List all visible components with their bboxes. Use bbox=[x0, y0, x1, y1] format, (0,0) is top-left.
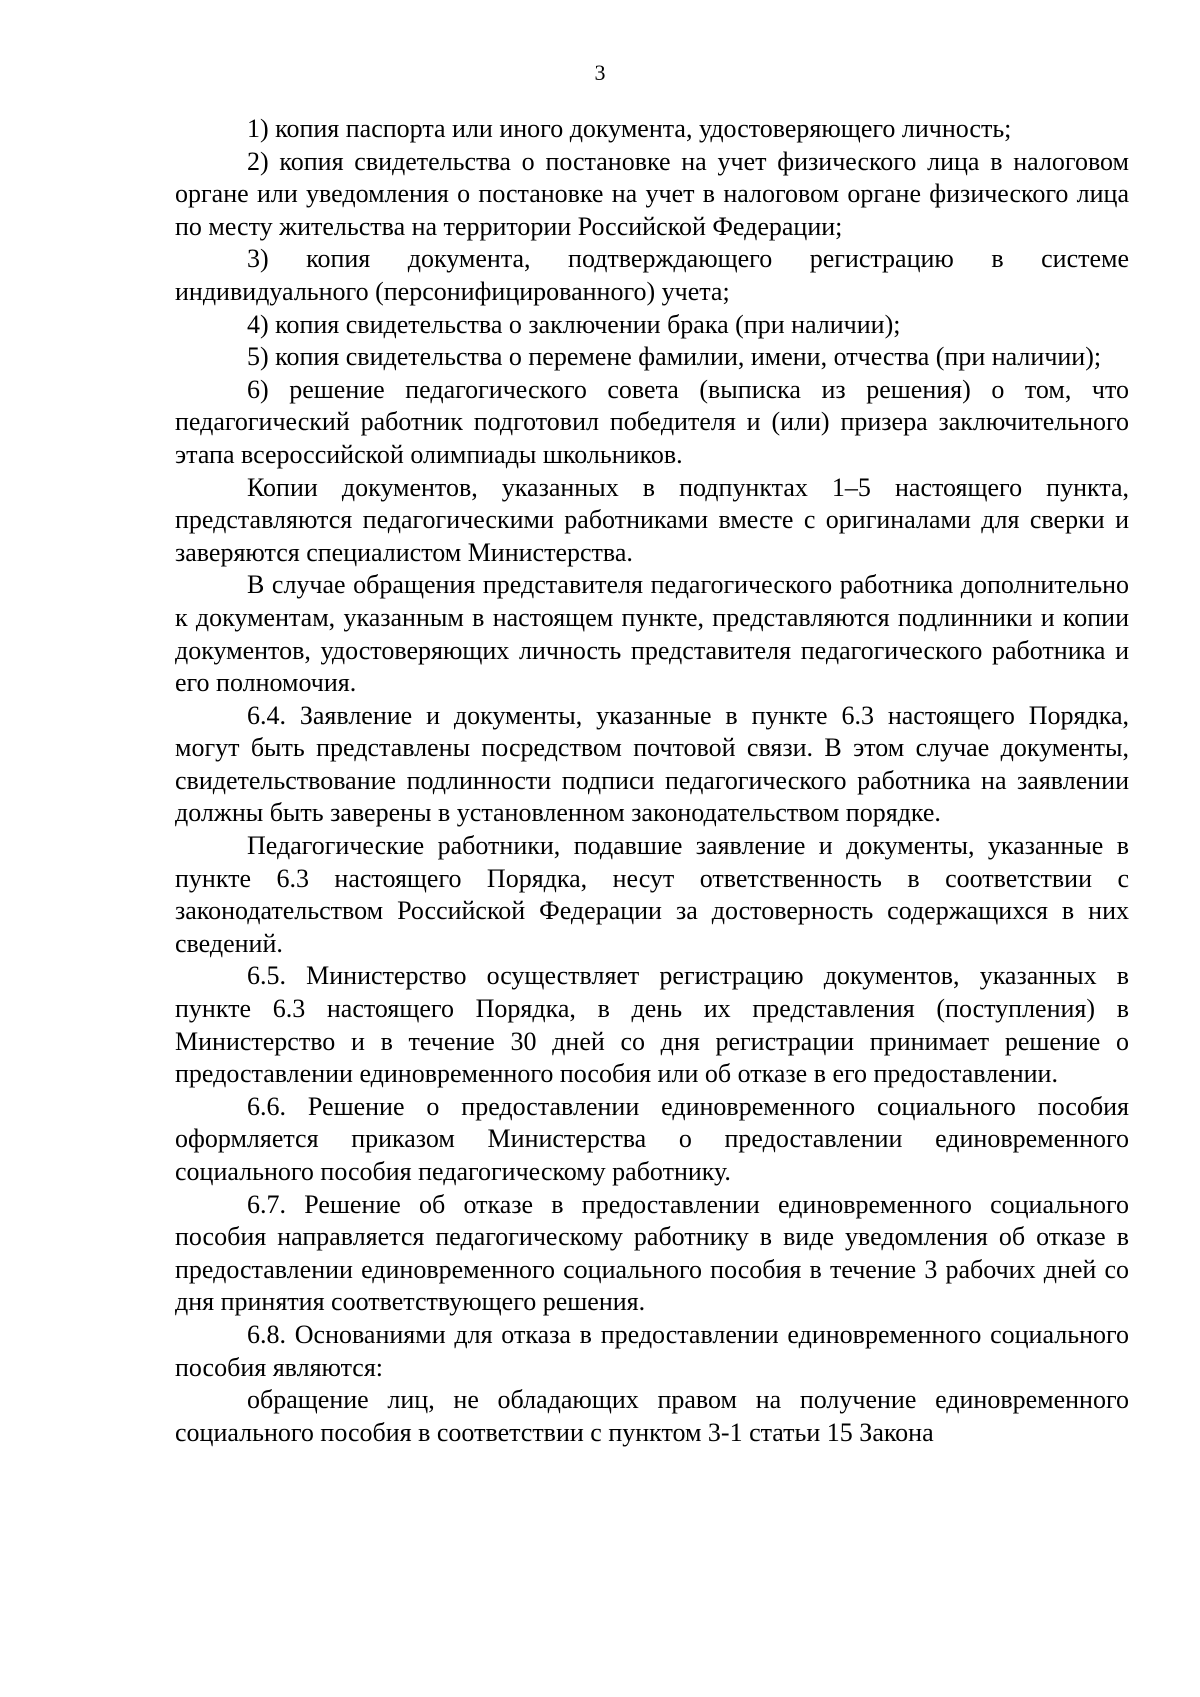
paragraph-item-3: 3) копия документа, подтверждающего регистрацию в системе индивидуального (персонифицированного) учета; bbox=[175, 244, 1129, 306]
paragraph-6-8: 6.8. Основаниями для отказа в предоставлении единовременного социального пособия являются: bbox=[175, 1319, 1129, 1382]
paragraph-6-4: 6.4. Заявление и документы, указанные в пункте 6.3 настоящего Порядка, могут быть представлены посредством почтовой связи. В этом случае документы, свидетельствование подлинности подписи педагогического работника на заявлении должны быть заверены в установленном законодательством порядке. bbox=[175, 700, 1129, 828]
paragraph-6-6: 6.6. Решение о предоставлении единовременного социального пособия оформляется приказом Министерства о предоставлении единовременного социального пособия педагогическому работнику. bbox=[175, 1091, 1129, 1186]
paragraph-item-4: 4) копия свидетельства о заключении брака (при наличии); bbox=[247, 309, 901, 339]
paragraph-6-7: 6.7. Решение об отказе в предоставлении единовременного социального пособия направляется педагогическому работнику в виде уведомления об отказе в предоставлении единовременного социального пособия в течение 3 рабочих дней со дня принятия соответствующего решения. bbox=[175, 1189, 1129, 1317]
paragraph-representative: В случае обращения представителя педагогического работника дополнительно к документам, указанным в настоящем пункте, представляются подлинники и копии документов, удостоверяющих личность представителя педагогического работника и его полномочия. bbox=[175, 570, 1129, 698]
paragraph-6-5: 6.5. Министерство осуществляет регистрацию документов, указанных в пункте 6.3 настоящего Порядка, в день их представления (поступления) в Министерство и в течение 30 дней со дня регистрации принимает решение о предоставлении единовременного пособия или об отказе в его предоставлении. bbox=[175, 961, 1129, 1089]
page-number: 3 bbox=[594, 60, 606, 85]
paragraph-copies-note: Копии документов, указанных в подпунктах 1–5 настоящего пункта, представляются педагогическими работниками вместе с оригиналами для сверки и заверяются специалистом Министерства. bbox=[175, 472, 1129, 567]
paragraph-refusal-reason: обращение лиц, не обладающих правом на получение единовременного социального пособия в соответствии с пунктом 3-1 статьи 15 Закона bbox=[175, 1385, 1129, 1447]
paragraph-responsibility: Педагогические работники, подавшие заявление и документы, указанные в пункте 6.3 настоящего Порядка, несут ответственность в соответствии с законодательством Российской Федерации за достоверность содержащихся в них сведений. bbox=[175, 831, 1129, 958]
paragraph-item-5: 5) копия свидетельства о перемене фамилии, имени, отчества (при наличии); bbox=[247, 342, 1102, 372]
document-body bbox=[175, 113, 1129, 1449]
paragraph-item-2: 2) копия свидетельства о постановке на учет физического лица в налоговом органе или уведомления о постановке на учет в налоговом органе физического лица по месту жительства на территории Российской Федерации; bbox=[175, 146, 1129, 241]
paragraph-item-6: 6) решение педагогического совета (выписка из решения) о том, что педагогический работник подготовил победителя и (или) призера заключительного этапа всероссийской олимпиады школьников. bbox=[175, 374, 1129, 469]
paragraph-item-1: 1) копия паспорта или иного документа, удостоверяющего личность; bbox=[247, 114, 1012, 143]
